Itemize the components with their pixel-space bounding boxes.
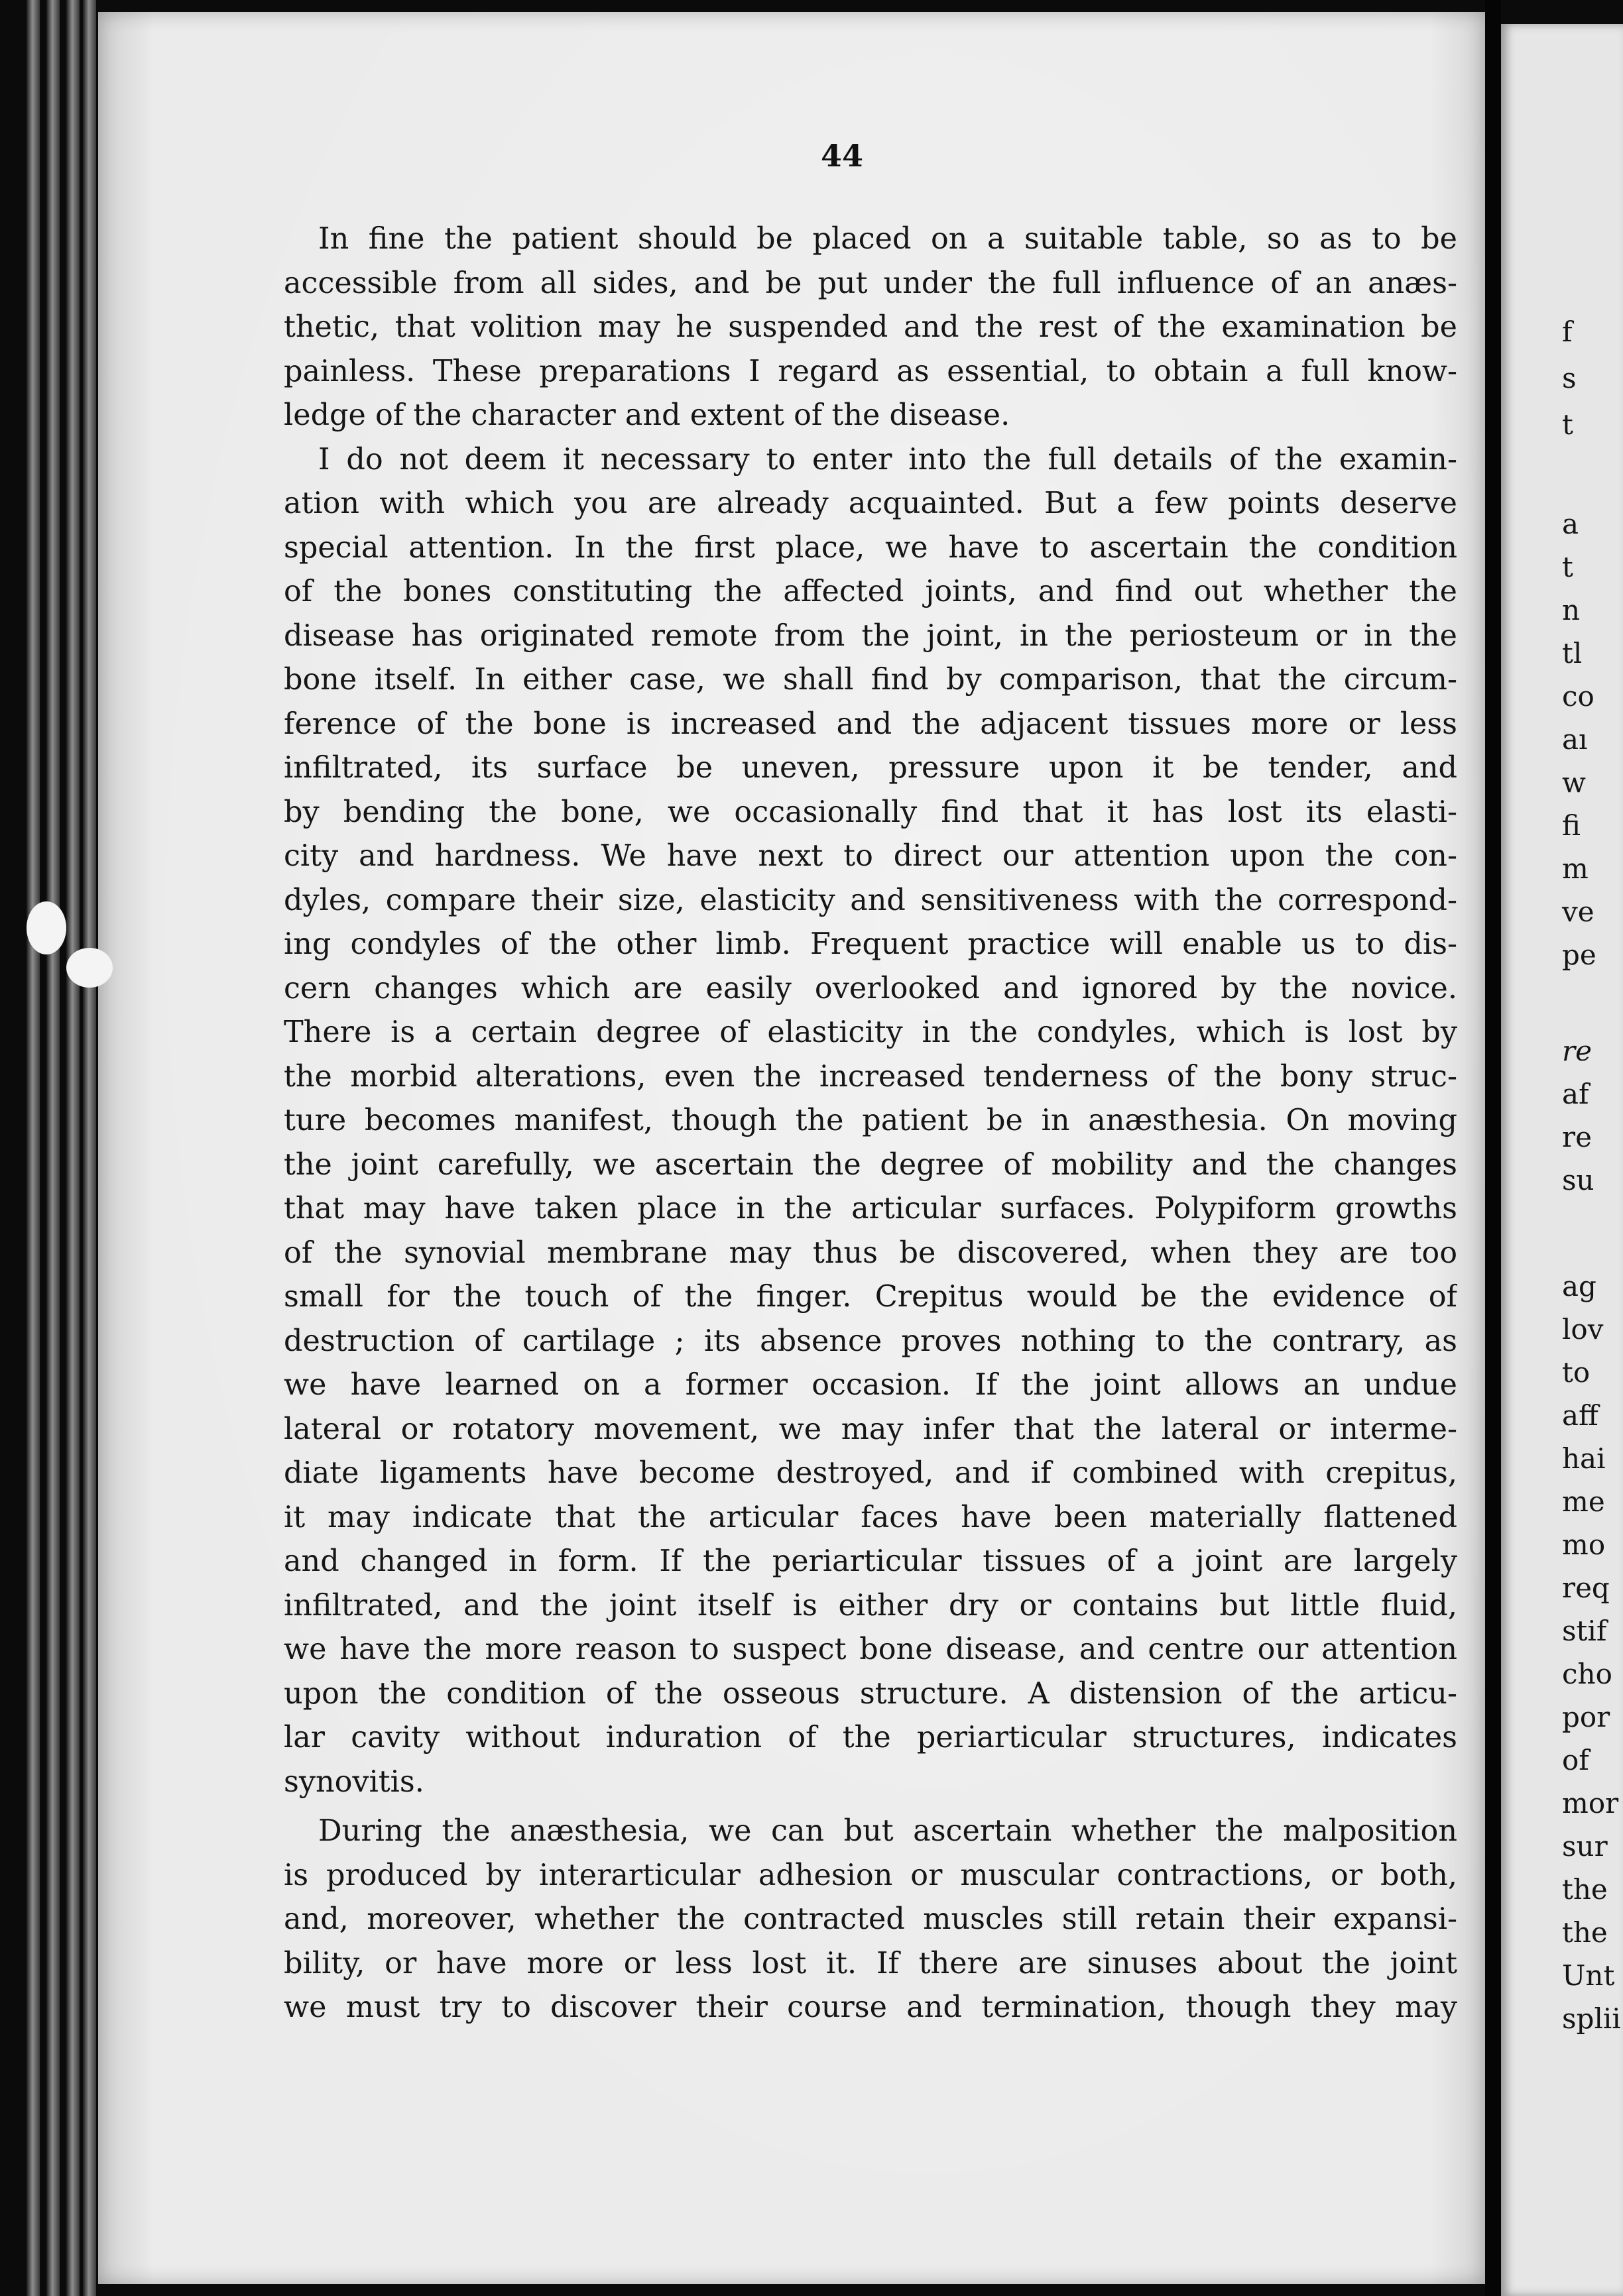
facing-text-fragment: lov — [1562, 1313, 1604, 1346]
text-line: infiltrated, and the joint itself is either dry or contains but little fluid, — [284, 1588, 1457, 1623]
facing-text-fragment: af — [1562, 1078, 1589, 1110]
facing-text-fragment: su — [1562, 1164, 1594, 1196]
text-line: There is a certain degree of elasticity in the condyles, which is lost by — [284, 1015, 1457, 1049]
facing-page-edge — [1501, 24, 1623, 2296]
facing-text-fragment: splii — [1562, 2002, 1621, 2035]
facing-text-fragment: the — [1562, 1873, 1608, 1906]
text-line: bone itself. In either case, we shall find by comparison, that the circum- — [284, 663, 1457, 697]
facing-text-fragment: re — [1562, 1121, 1592, 1153]
text-line: ference of the bone is increased and the adjacent tissues more or less — [284, 707, 1457, 741]
facing-text-fragment: co — [1562, 680, 1594, 713]
facing-text-fragment: a — [1562, 508, 1579, 540]
page-number: 44 — [820, 138, 863, 174]
text-line: synovitis. — [284, 1764, 424, 1799]
text-line: lar cavity without induration of the periarticular structures, indicates — [284, 1721, 1457, 1754]
text-line: destruction of cartilage ; its absence proves nothing to the contrary, as — [284, 1324, 1457, 1358]
text-line: the joint carefully, we ascertain the degree of mobility and the changes — [284, 1147, 1457, 1182]
text-line: ture becomes manifest, though the patient be in anæsthesia. On moving — [284, 1104, 1457, 1137]
facing-text-fragment: to — [1562, 1356, 1591, 1389]
facing-text-fragment: stif — [1562, 1615, 1607, 1647]
text-line: and, moreover, whether the contracted muscles still retain their expansi- — [284, 1902, 1457, 1936]
text-line: and changed in form. If the periarticular tissues of a joint are largely — [284, 1544, 1457, 1578]
page-stack-edge — [27, 0, 40, 2296]
text-line: thetic, that volition may he suspended and the rest of the examination be — [284, 310, 1457, 344]
paper-damage-speck — [66, 948, 113, 988]
page-stack-edge — [83, 0, 96, 2296]
facing-text-fragment: mor — [1562, 1787, 1619, 1819]
text-line: bility, or have more or less lost it. If there are sinuses about the joint — [284, 1946, 1457, 1980]
text-line: accessible from all sides, and be put under the full influence of an anæs- — [284, 266, 1457, 300]
text-line: that may have taken place in the articular surfaces. Polypiform growths — [284, 1192, 1457, 1226]
text-line: the morbid alterations, even the increased tenderness of the bony struc- — [284, 1059, 1457, 1094]
text-line: ing condyles of the other limb. Frequent practice will enable us to dis- — [284, 927, 1457, 961]
text-line: infiltrated, its surface be uneven, pressure upon it be tender, and — [284, 751, 1457, 785]
text-line: dyles, compare their size, elasticity and sensitiveness with the correspond- — [284, 883, 1457, 917]
facing-text-fragment: req — [1562, 1572, 1610, 1604]
text-line: special attention. In the first place, we have to ascertain the condition — [284, 530, 1457, 565]
facing-text-fragment: aı — [1562, 723, 1588, 756]
facing-text-fragment: ve — [1562, 895, 1594, 928]
text-line: it may indicate that the articular faces have been materially flattened — [284, 1500, 1457, 1534]
facing-text-fragment: the — [1562, 1916, 1608, 1949]
facing-text-fragment: ag — [1562, 1270, 1596, 1302]
text-line: disease has originated remote from the joint, in the periosteum or in the — [284, 618, 1457, 653]
facing-text-fragment: sur — [1562, 1830, 1608, 1863]
facing-text-fragment: m — [1562, 852, 1589, 885]
facing-text-fragment: t — [1562, 408, 1573, 441]
text-line: by bending the bone, we occasionally find that it has lost its elasti- — [284, 795, 1457, 829]
facing-text-fragment: n — [1562, 594, 1581, 626]
text-line: During the anæsthesia, we can but ascertain whether the malposition — [318, 1814, 1457, 1848]
page-body-text — [284, 217, 1457, 2030]
facing-text-fragment: Unt — [1562, 1959, 1615, 1992]
facing-text-fragment: hai — [1562, 1442, 1606, 1475]
text-line: small for the touch of the finger. Crepitus would be the evidence of — [284, 1280, 1457, 1314]
facing-text-fragment: w — [1562, 766, 1586, 799]
facing-text-fragment: t — [1562, 551, 1573, 583]
facing-text-fragment: of — [1562, 1744, 1589, 1776]
facing-text-fragment: f — [1562, 316, 1573, 348]
facing-text-fragment: pe — [1562, 939, 1596, 971]
text-line: we have the more reason to suspect bone disease, and centre our attention — [284, 1633, 1457, 1666]
text-line: of the bones constituting the affected joints, and find out whether the — [284, 575, 1457, 608]
text-line: diate ligaments have become destroyed, and if combined with crepitus, — [284, 1456, 1457, 1490]
book-page — [98, 12, 1485, 2284]
facing-text-fragment: mo — [1562, 1528, 1606, 1561]
facing-text-fragment: re — [1562, 1035, 1592, 1067]
facing-text-fragment: aff — [1562, 1399, 1598, 1432]
facing-text-fragment: s — [1562, 362, 1577, 394]
text-line: city and hardness. We have next to direct our attention upon the con- — [284, 839, 1457, 873]
text-line: upon the condition of the osseous structure. A distension of the articu- — [284, 1676, 1457, 1711]
text-line: I do not deem it necessary to enter into the full details of the examin- — [318, 442, 1457, 477]
facing-text-fragment: por — [1562, 1701, 1610, 1733]
text-line: painless. These preparations I regard as essential, to obtain a full know- — [284, 354, 1457, 388]
facing-text-fragment: cho — [1562, 1658, 1612, 1690]
facing-text-fragment: tl — [1562, 637, 1583, 669]
text-line: ledge of the character and extent of the disease. — [284, 398, 1010, 432]
text-line: ation with which you are already acquainted. But a few points deserve — [284, 487, 1457, 520]
paper-damage-speck — [27, 901, 66, 954]
page-stack-edge — [66, 0, 80, 2296]
facing-text-fragment: fi — [1562, 809, 1581, 842]
text-line: we have learned on a former occasion. If the joint allows an undue — [284, 1368, 1457, 1402]
text-line: is produced by interarticular adhesion or muscular contractions, or both, — [284, 1858, 1457, 1892]
text-line: we must try to discover their course and termination, though they may — [284, 1990, 1457, 2024]
text-line: cern changes which are easily overlooked and ignored by the novice. — [284, 971, 1457, 1005]
text-line: of the synovial membrane may thus be discovered, when they are too — [284, 1235, 1457, 1270]
page-stack-edge — [46, 0, 60, 2296]
text-line: In fine the patient should be placed on a suitable table, so as to be — [318, 222, 1457, 256]
text-line: lateral or rotatory movement, we may infer that the lateral or interme- — [284, 1412, 1457, 1446]
book-gutter — [1485, 0, 1501, 2296]
facing-text-fragment: me — [1562, 1485, 1605, 1518]
